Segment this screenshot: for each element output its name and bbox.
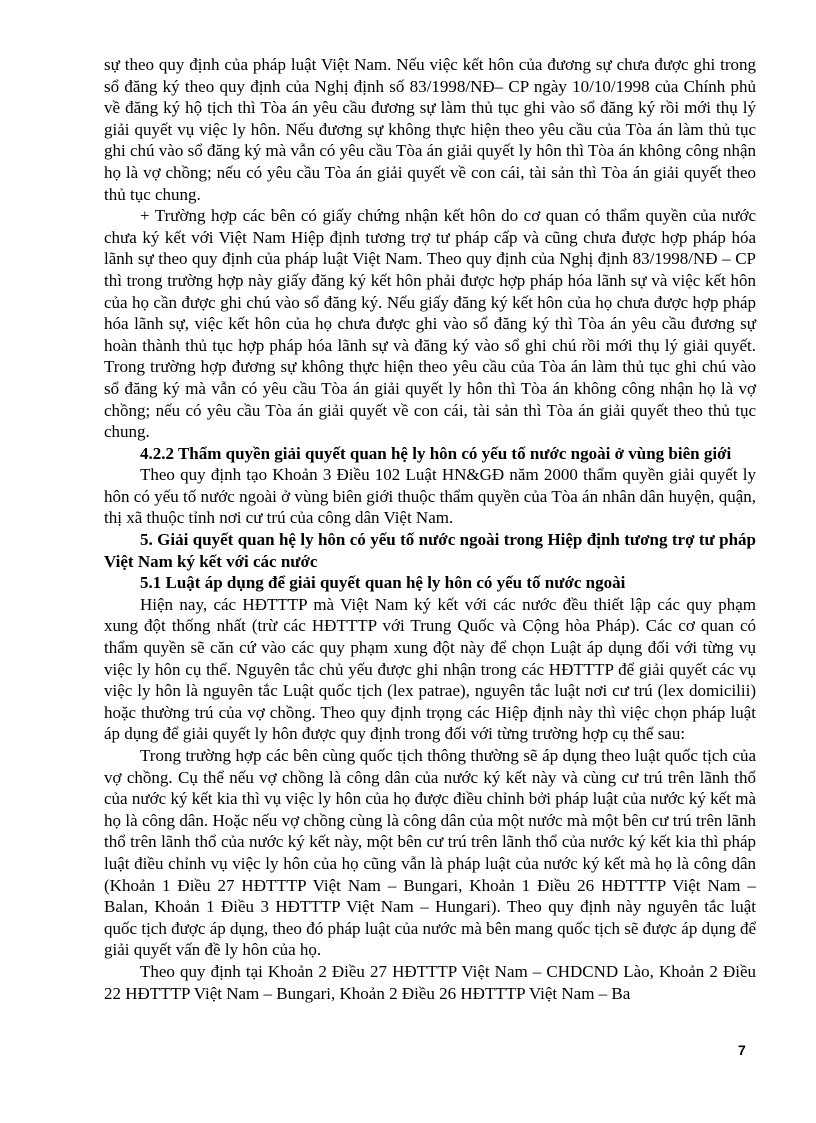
paragraph-continuation: sự theo quy định của pháp luật Việt Nam. Nếu việc kết hôn của đương sự chưa được ghi trong sổ đăng ký theo quy định của Nghị định số 83/1998/NĐ– CP ngày 10/10/1998 của Chính phủ về đăng ký hộ tịch thì Tòa án yêu cầu đương sự làm thủ tục ghi vào sổ đăng ký rồi mới thụ lý giải quyết vụ việc ly hôn. Nếu đương sự không thực hiện theo yêu cầu của Tòa án làm thủ tục ghi chú vào sổ đăng ký mà vẫn có yêu cầu Tòa án giải quyết ly hôn thì Tòa án không công nhận họ là vợ chồng; nếu có yêu cầu Tòa án giải quyết về con cái, tài sản thì Tòa án giải quyết theo thủ tục chung. — [104, 55, 756, 204]
paragraph-treaty-provisions: Theo quy định tại Khoản 2 Điều 27 HĐTTTP Việt Nam – CHDCND Lào, Khoản 2 Điều 22 HĐTTTP Việt Nam – Bungari, Khoản 2 Điều 26 HĐTTTP Việt Nam – Ba — [104, 961, 756, 1003]
paragraph-border-jurisdiction: Theo quy định tạo Khoản 3 Điều 102 Luật HN&GĐ năm 2000 thẩm quyền giải quyết ly hôn có yếu tố nước ngoài ở vùng biên giới thuộc thẩm quyền của Tòa án nhân dân huyện, quận, thị xã thuộc tỉnh nơi cư trú của công dân Việt Nam. — [104, 465, 756, 528]
heading-5-1: 5.1 Luật áp dụng để giải quyết quan hệ ly hôn có yếu tố nước ngoài — [140, 573, 626, 593]
heading-4-2-2: 4.2.2 Thẩm quyền giải quyết quan hệ ly hôn có yếu tố nước ngoài ở vùng biên giới — [140, 443, 732, 463]
paragraph-same-nationality: Trong trường hợp các bên cùng quốc tịch thông thường sẽ áp dụng theo luật quốc tịch của vợ chồng. Cụ thể nếu vợ chồng là công dân của nước ký kết này và cùng cư trú trên lãnh thổ của nước ký kết kia thì vụ việc ly hôn của họ được điều chỉnh bởi pháp luật của nước ký kết mà họ là công dân. Hoặc nếu vợ chồng cùng là công dân của một nước mà một bên cư trú trên lãnh thổ trên lãnh thổ của nước ký kết này, một bên cư trú trên lãnh thổ của nước ký kết kia thì pháp luật điều chỉnh vụ việc ly hôn của họ cũng vẫn là pháp luật của nước ký kết mà họ là công dân (Khoản 1 Điều 27 HĐTTTP Việt Nam – Bungari, Khoản 1 Điều 26 HĐTTTP Việt Nam – Balan, Khoản 1 Điều 3 HĐTTTP Việt Nam – Hungari). Theo quy định này nguyên tắc luật quốc tịch được áp dụng, theo đó pháp luật của nước mà bên mang quốc tịch sẽ được áp dụng để giải quyết vấn đề ly hôn của họ. — [104, 746, 756, 960]
document-body — [104, 54, 756, 1004]
heading-5: 5. Giải quyết quan hệ ly hôn có yếu tố nước ngoài trong Hiệp định tương trợ tư pháp Việt Nam ký kết với các nước — [104, 530, 756, 571]
paragraph-conflict-rules: Hiện nay, các HĐTTTP mà Việt Nam ký kết với các nước đều thiết lập các quy phạm xung đột thống nhất (trừ các HĐTTTP với Trung Quốc và Cộng hòa Pháp). Các cơ quan có thẩm quyền sẽ căn cứ vào các quy phạm xung đột này để chọn Luật áp dụng đối với từng vụ việc ly hôn cụ thể. Nguyên tắc chủ yếu được ghi nhận trong các HĐTTTP để giải quyết các vụ việc ly hôn là nguyên tắc Luật quốc tịch (lex patrae), nguyên tắc luật nơi cư trú (lex domicilii) hoặc thường trú của vợ chồng. Theo quy định trọng các Hiệp định này thì việc chọn pháp luật áp dụng để giải quyết ly hôn được quy định trong đối với từng trường hợp cụ thể sau: — [104, 594, 756, 744]
paragraph-unlegalized-marriage-certificate: + Trường hợp các bên có giấy chứng nhận kết hôn do cơ quan có thẩm quyền của nước chưa ký kết với Việt Nam Hiệp định tương trợ tư pháp cấp và cũng chưa được hợp pháp hóa lãnh sự theo quy định của pháp luật Việt Nam. Theo quy định của Nghị định 83/1998/NĐ – CP thì trong trường hợp này giấy đăng ký kết hôn phải được hợp pháp hóa lãnh sự và việc kết hôn của họ cần được ghi chú vào sổ đăng ký. Nếu giấy đăng ký kết hôn của họ chưa được hợp pháp hóa lãnh sự, việc kết hôn của họ chưa được ghi vào sổ đăng ký thì Tòa án yêu cầu đương sự hoàn thành thủ tục hợp pháp hóa lãnh sự và đăng ký vào sổ ghi chú rồi mới thụ lý giải quyết. Trong trường hợp đương sự không thực hiện theo yêu cầu của Tòa án làm thủ tục ghi chú vào sổ đăng ký mà vẫn có yêu cầu Tòa án giải quyết ly hôn thì Tòa án không công nhận họ là vợ chồng; nếu có yêu cầu Tòa án giải quyết về con cái, tài sản thì Tòa án giải quyết theo thủ tục chung. — [104, 206, 756, 442]
page-number: 7 — [738, 1042, 746, 1058]
